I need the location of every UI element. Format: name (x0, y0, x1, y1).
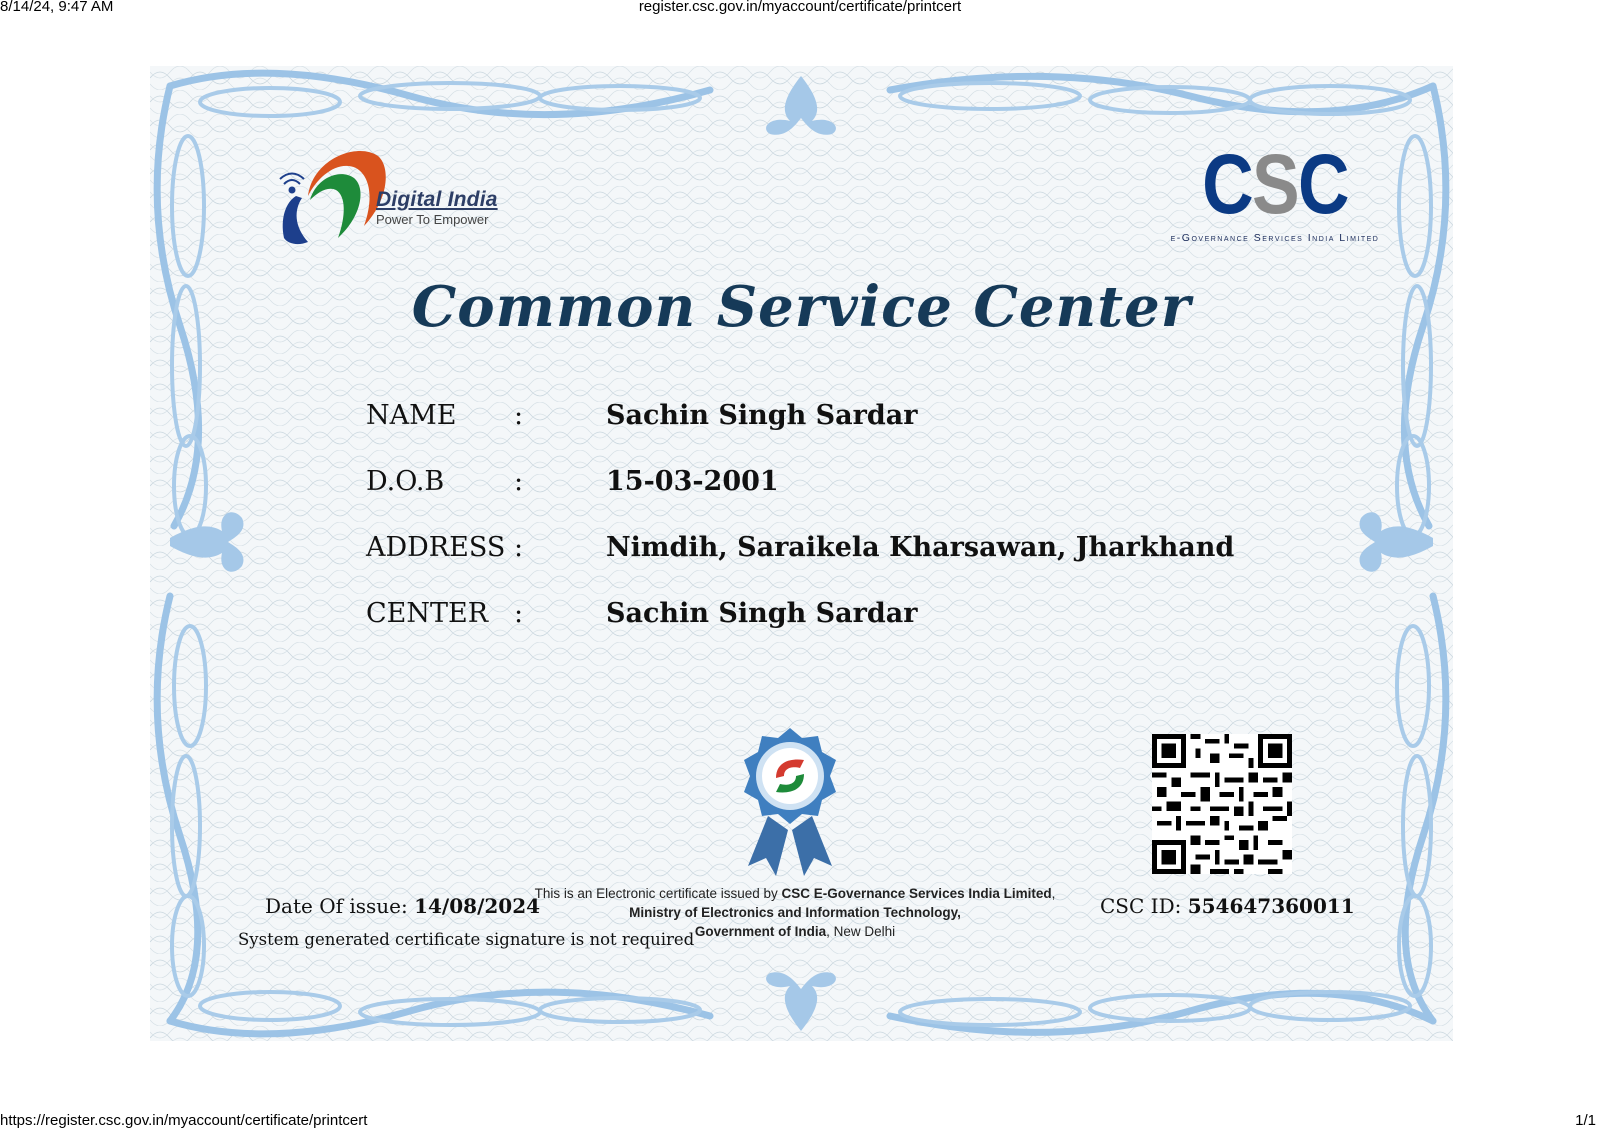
csc-logo-letter-c: C (1202, 137, 1253, 231)
signature-note: System generated certificate signature is not required (238, 930, 695, 949)
csc-seal-icon (730, 726, 850, 876)
name-colon: : (514, 400, 524, 431)
address-label: ADDRESS (366, 532, 506, 563)
dob-value: 15-03-2001 (606, 466, 779, 497)
issuer-government: Government of India (694, 924, 827, 939)
date-of-issue-value: 14/08/2024 (414, 894, 541, 918)
print-page-number: 1/1 (1575, 1112, 1596, 1129)
qr-code-icon (1152, 734, 1292, 874)
center-value: Sachin Singh Sardar (606, 598, 918, 629)
issuer-statement (515, 884, 1075, 941)
csc-logo-subtitle: e-Governance Services India Limited (1170, 232, 1380, 244)
digital-india-tagline: Power To Empower (376, 212, 489, 227)
print-header (0, 0, 1600, 16)
issuer-ministry: Ministry of Electronics and Information Technology, (629, 905, 961, 920)
print-page-title: register.csc.gov.in/myaccount/certificate/printcert (638, 0, 962, 15)
print-footer (0, 1112, 1600, 1130)
address-value: Nimdih, Saraikela Kharsawan, Jharkhand (606, 532, 1235, 563)
csc-id (1100, 894, 1355, 918)
issuer-company: CSC E-Governance Services India Limited (781, 886, 1052, 901)
name-label: NAME (366, 400, 457, 431)
dob-label: D.O.B (366, 466, 445, 497)
csc-id-label: CSC ID: (1100, 894, 1188, 918)
csc-logo-letter-c2: C (1297, 137, 1348, 231)
dob-colon: : (514, 466, 524, 497)
csc-id-value: 554647360011 (1187, 894, 1355, 918)
digital-india-title: Digital India (376, 188, 498, 211)
name-value: Sachin Singh Sardar (606, 400, 918, 431)
date-of-issue (265, 894, 540, 918)
csc-logo (1169, 137, 1382, 231)
center-label: CENTER (366, 598, 489, 629)
certificate (150, 66, 1453, 1041)
csc-logo-letter-s: S (1252, 137, 1298, 231)
print-datetime: 8/14/24, 9:47 AM (0, 0, 114, 15)
certificate-title: Common Service Center (411, 274, 1192, 340)
print-url: https://register.csc.gov.in/myaccount/certificate/printcert (0, 1112, 368, 1129)
issuer-comma: , (1051, 886, 1056, 901)
address-colon: : (514, 532, 524, 563)
issuer-city: , New Delhi (826, 924, 896, 939)
date-of-issue-label: Date Of issue: (265, 894, 415, 918)
center-colon: : (514, 598, 524, 629)
issuer-prefix: This is an Electronic certificate issued by (534, 886, 782, 901)
